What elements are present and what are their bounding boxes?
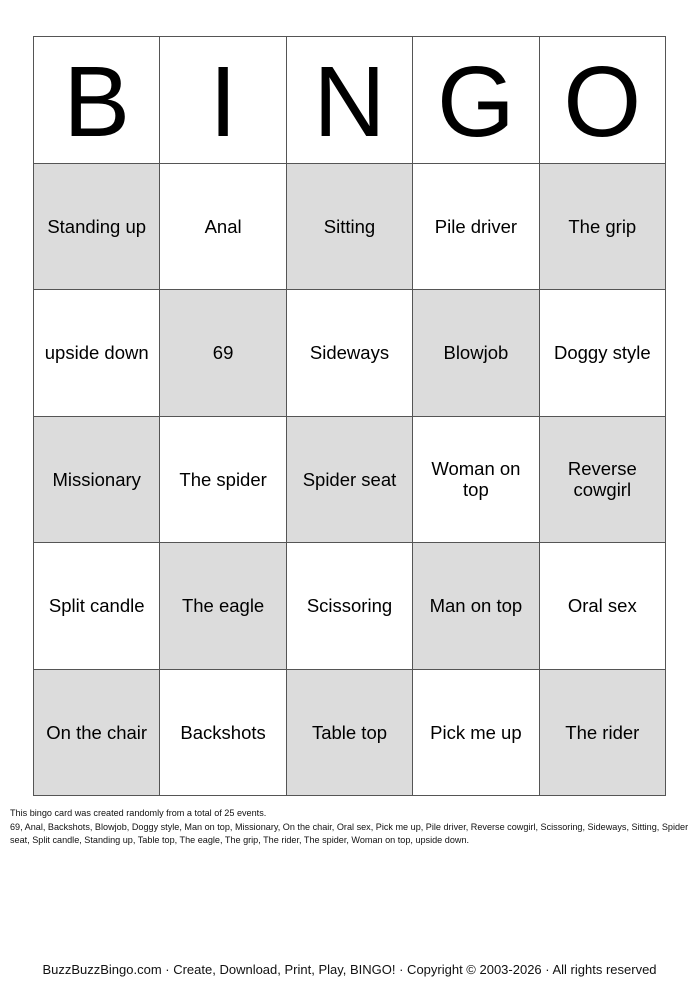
page-footer: BuzzBuzzBingo.com · Create, Download, Print, Play, BINGO! · Copyright © 2003-2026 · All rights reserved (42, 962, 657, 977)
bingo-cell: Table top (287, 670, 413, 797)
bingo-cell: Reverse cowgirl (540, 417, 666, 544)
bingo-cell: The rider (540, 670, 666, 797)
header-letter-n: N (287, 37, 413, 164)
bingo-cell: Sitting (287, 164, 413, 291)
header-letter-g: G (413, 37, 539, 164)
bingo-card (33, 36, 666, 796)
bingo-cell: Man on top (413, 543, 539, 670)
bingo-cell: The grip (540, 164, 666, 291)
bingo-cell: Spider seat (287, 417, 413, 544)
bingo-cell: On the chair (34, 670, 160, 797)
bingo-cell: Sideways (287, 290, 413, 417)
card-info-note (10, 807, 694, 848)
bingo-cell: 69 (160, 290, 286, 417)
header-letter-o: O (540, 37, 666, 164)
card-info-event-list: 69, Anal, Backshots, Blowjob, Doggy style, Man on top, Missionary, On the chair, Oral sex, Pick me up, Pile driver, Reverse cowgirl, Scissoring, Sideways, Sitting, Spider seat, Split candle, Standing up, Table top, The eagle, The grip, The rider, The spider, Woman on top, upside down. (10, 821, 689, 845)
header-letter-i: I (160, 37, 286, 164)
bingo-cell: Pick me up (413, 670, 539, 797)
bingo-cell: Pile driver (413, 164, 539, 291)
bingo-cell: Backshots (160, 670, 286, 797)
bingo-cell: upside down (34, 290, 160, 417)
bingo-cell: Oral sex (540, 543, 666, 670)
bingo-cell: The eagle (160, 543, 286, 670)
bingo-cell: Scissoring (287, 543, 413, 670)
bingo-cell: Woman on top (413, 417, 539, 544)
bingo-cell: Blowjob (413, 290, 539, 417)
bingo-cell: Split candle (34, 543, 160, 670)
bingo-cell: The spider (160, 417, 286, 544)
header-letter-b: B (34, 37, 160, 164)
bingo-cell: Missionary (34, 417, 160, 544)
bingo-cell: Standing up (34, 164, 160, 291)
bingo-cell: Anal (160, 164, 286, 291)
card-info-summary: This bingo card was created randomly from a total of 25 events. (10, 808, 267, 818)
bingo-cell: Doggy style (540, 290, 666, 417)
